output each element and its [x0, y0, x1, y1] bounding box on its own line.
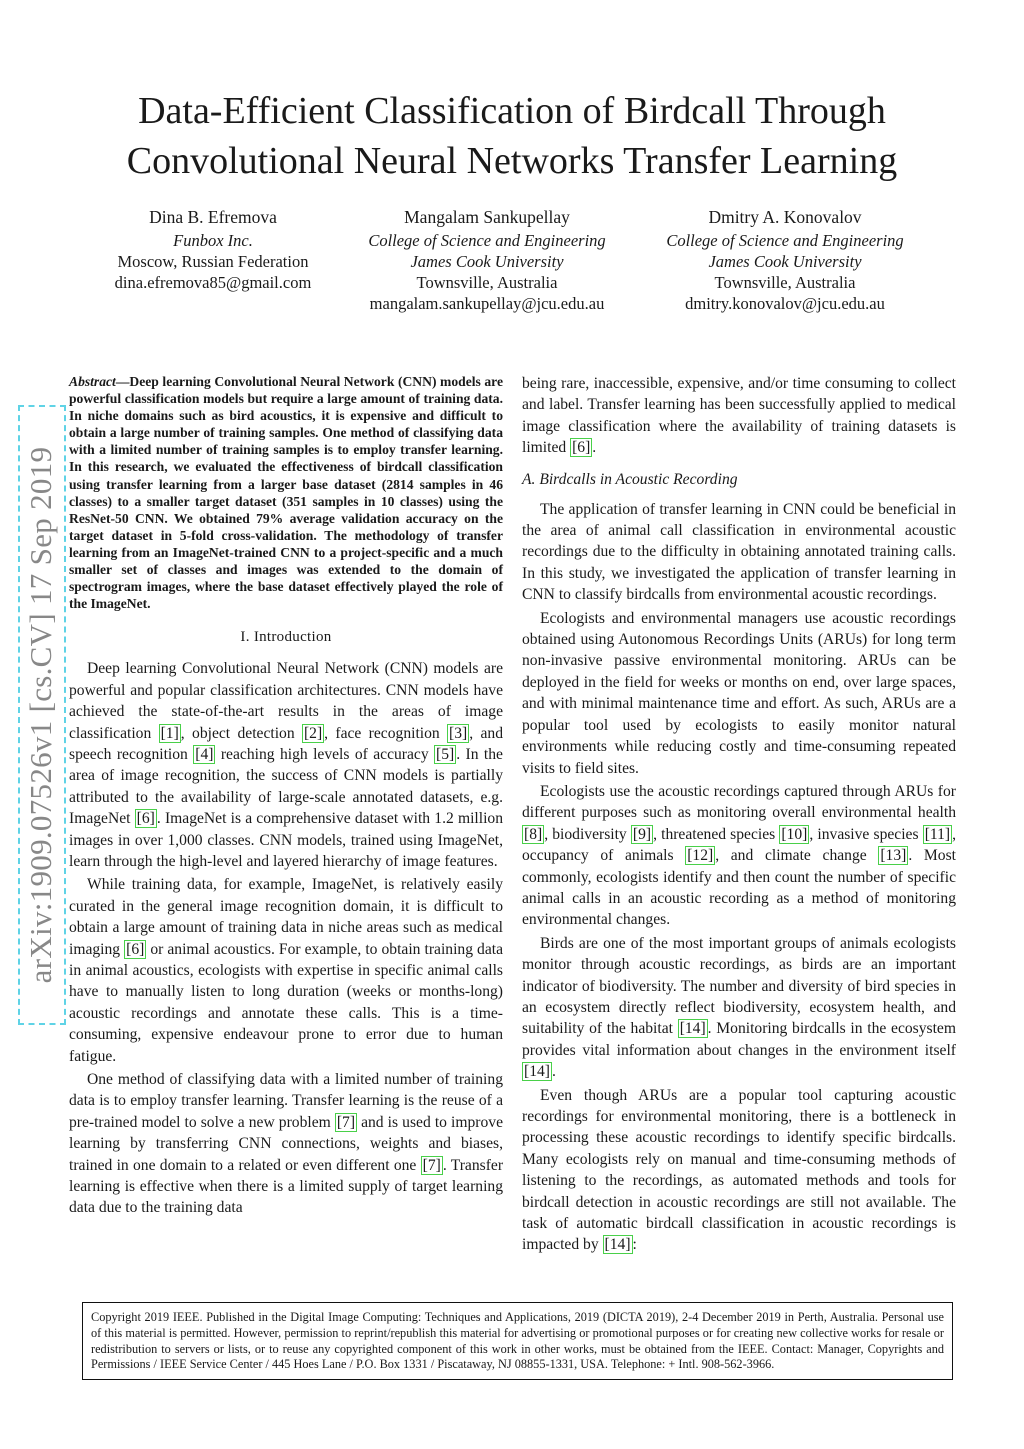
subsection-heading-birdcalls: A. Birdcalls in Acoustic Recording [522, 470, 738, 488]
citation-link[interactable]: [7] [336, 1113, 356, 1131]
citation-link[interactable]: [6] [126, 940, 145, 958]
citation-link[interactable]: [10] [781, 825, 808, 843]
citation-link[interactable]: [2] [303, 724, 323, 742]
author-block [650, 207, 920, 314]
author-affiliation: College of Science and Engineering [368, 231, 606, 250]
author-location: Townsville, Australia [714, 273, 856, 292]
citation-link[interactable]: [1] [160, 724, 179, 742]
citation-link[interactable]: [14] [679, 1020, 706, 1038]
paragraph: The application of transfer learning in CNN could be beneficial in the area of animal call classification in environmental acoustic recordings due to the difficulty in obtaining annotated training calls. In this study, we investigated the application of transfer learning in CNN to classify birdcalls from environmental acoustic recordings. [522, 500, 956, 604]
citation-link[interactable]: [3] [449, 724, 468, 742]
citation-link[interactable]: [14] [524, 1063, 550, 1081]
author-block [355, 207, 619, 314]
author-university: James Cook University [708, 252, 862, 271]
paragraph: Ecologists use the acoustic recordings captured through ARUs for different purposes such as monitoring overall environmental health [8] , biodiversity [9] , threatened species [10] , invasive species [11] , occupancy of animals [12] , and climate change [13] . Most commonly, ecologists identify and then count the number of specific animal calls in an acoustic recording as a method of monitoring environmental changes. [522, 782, 956, 929]
section-heading-introduction: I. Introduction [240, 629, 332, 646]
right-column [522, 373, 956, 1256]
author-name: Dina B. Efremova [149, 207, 277, 227]
author-location: Moscow, Russian Federation [117, 252, 309, 271]
citation-link[interactable]: [12] [687, 847, 714, 865]
paragraph: While training data, for example, ImageNet, is relatively easily curated in the general image recognition domain, it is difficult to obtain a large amount of training data in niche areas such as medical imaging [6] or animal acoustics. For example, to obtain training data in animal acoustics, ecologists with expertise in specific animal calls have to manually listen to long duration (weeks or months-long) acoustic recordings and annotate these calls. This is a time-consuming, expensive endeavour prone to error due to human fatigue. [69, 876, 503, 1065]
author-email[interactable]: dina.efremova85@gmail.com [114, 273, 312, 292]
author-name: Dmitry A. Konovalov [708, 207, 862, 227]
paragraph: Even though ARUs are a popular tool capturing acoustic recordings for environmental monitoring, there is a bottleneck in processing these acoustic recordings to identify specific birdcalls. Many ecologists rely on manual and time-consuming methods of listening to the recordings, as automated methods and tools for birdcall detection in acoustic recordings are still not available. The task of automatic birdcall classification in acoustic recordings is impacted by [14] : [522, 1086, 956, 1254]
abstract-text: —Deep learning Convolutional Neural Network (CNN) models are powerful classification models but require a large amount of training data. In niche domains such as bird acoustics, it is expensive and difficult to obtain a large number of training samples. One method of classifying data with a limited number of training samples is to employ transfer learning. In this research, we evaluated the effectiveness of birdcall classification using transfer learning from a larger base dataset (2814 samples in 46 classes) to a smaller target dataset (351 samples in 10 classes) using the ResNet-50 CNN. We obtained 79% average validation accuracy on the target dataset in 5-fold cross-validation. The methodology of transfer learning from an ImageNet-trained CNN to a project-specific and a much smaller set of classes and images was extended to the domain of spectrogram images, where the base dataset effectively played the role of the ImageNet. [69, 374, 503, 612]
paragraph: Ecologists and environmental managers use acoustic recordings obtained using Autonomous Recordings Units (ARUs) for long term non-invasive passive environmental monitoring. ARUs can be deployed in the field for weeks or months on end, over large spaces, and with minimal maintenance time and effort. As such, ARUs are a popular tool used by ecologists to easily monitor natural environments while reducing costly and time-consuming repeated visits to field sites. [522, 609, 956, 777]
arxiv-identifier[interactable]: arXiv:1909.07526v1 [cs.CV] 17 Sep 2019 [23, 446, 58, 984]
paper-title: Data-Efficient Classification of Birdcall Through Convolutional Neural Networks Transfer Learning [126, 90, 898, 182]
paragraph: Birds are one of the most important groups of animals ecologists monitor through acoustic recordings, as birds are an important indicator of biodiversity. The number and diversity of bird species in an ecosystem directly reflect biodiversity, ecosystem health, and suitability of the habitat [14] . Monitoring birdcalls in the ecosystem provides vital information about changes in the environment itself [14] . [522, 934, 956, 1081]
citation-link[interactable]: [7] [422, 1156, 441, 1174]
citation-link[interactable]: [5] [436, 745, 455, 763]
citation-link[interactable]: [13] [880, 847, 907, 865]
author-university: James Cook University [410, 252, 564, 271]
author-email[interactable]: dmitry.konovalov@jcu.edu.au [685, 294, 885, 313]
author-affiliation: Funbox Inc. [173, 231, 253, 250]
paragraph: being rare, inaccessible, expensive, and/or time consuming to collect and label. Transfer learning has been successfully applied to medical image classification where the availability of training datasets is limited [6] . [522, 375, 956, 457]
author-email[interactable]: mangalam.sankupellay@jcu.edu.au [369, 294, 605, 313]
citation-link[interactable]: [6] [572, 439, 591, 457]
abstract [69, 373, 503, 612]
abstract-label: Abstract [69, 374, 116, 389]
left-column [69, 373, 503, 1219]
author-name: Mangalam Sankupellay [404, 207, 570, 227]
paragraph: One method of classifying data with a limited number of training data is to employ transfer learning. Transfer learning is the reuse of a pre-trained model to solve a new problem [7] and is used to improve learning by transferring CNN connections, weights and biases, trained in one domain to a related or even different one [7] . Transfer learning is effective when there is a limited supply of target learning data due to the training data [69, 1071, 504, 1217]
copyright-notice: Copyright 2019 IEEE. Published in the Digital Image Computing: Techniques and Applications, 2019 (DICTA 2019), 2-4 December 2019 in Perth, Australia. Personal use of this material is permitted. However, permission to reprint/republish this material for advertising or promotional purposes or for creating new collective works for resale or redistribution to servers or lists, or to reuse any copyrighted component of this work in other works, must be obtained from the IEEE. Contact: Manager, Copyrights and Permissions / IEEE Service Center / 445 Hoes Lane / P.O. Box 1331 / Piscataway, NJ 08855-1331, USA. Telephone: + Intl. 908-562-3966. [82, 1302, 953, 1380]
citation-link[interactable]: [11] [924, 825, 951, 843]
citation-link[interactable]: [6] [136, 810, 155, 828]
paragraph: Deep learning Convolutional Neural Network (CNN) models are powerful and popular classification architectures. CNN models have achieved the state-of-the-art results in the areas of image classification [1] , object detection [2] , face recognition [3] , and speech recognition [4] reaching high levels of accuracy [5] . In the area of image recognition, the success of CNN models is partially attributed to the availability of large-scale annotated datasets, e.g. ImageNet [6] . ImageNet is a comprehensive dataset with 1.2 million images in over 1,000 classes. CNN models, trained using ImageNet, learn through the high-level and layered hierarchy of image features. [69, 660, 504, 870]
citation-link[interactable]: [4] [195, 745, 214, 763]
citation-link[interactable]: [8] [524, 825, 543, 843]
citation-link[interactable]: [9] [632, 825, 652, 843]
author-block [85, 207, 341, 293]
author-location: Townsville, Australia [416, 273, 558, 292]
citation-link[interactable]: [14] [604, 1236, 631, 1254]
author-affiliation: College of Science and Engineering [666, 231, 904, 250]
